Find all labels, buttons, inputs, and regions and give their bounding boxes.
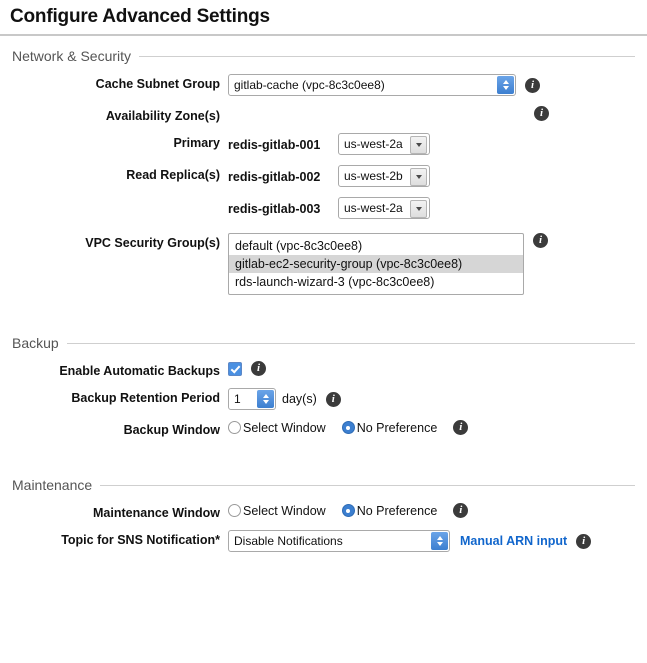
row-backup-window	[0, 420, 647, 437]
row-availability-zones	[0, 106, 647, 123]
sns-topic-select-wrap[interactable]	[228, 530, 450, 552]
maintenance-window-no-preference-option[interactable]	[342, 504, 450, 518]
backup-retention-period-label: Backup Retention Period	[71, 391, 220, 405]
info-icon[interactable]: i	[534, 106, 549, 121]
cache-subnet-group-select-wrap[interactable]	[228, 74, 516, 96]
row-backup-retention-period	[0, 388, 647, 410]
section-header-maintenance	[12, 477, 635, 493]
enable-automatic-backups-label: Enable Automatic Backups	[59, 364, 220, 378]
backup-window-no-preference-label: No Preference	[356, 420, 438, 435]
backup-retention-select-wrap[interactable]	[228, 388, 276, 410]
backup-window-no-preference-option[interactable]	[342, 421, 450, 435]
info-icon[interactable]: i	[453, 503, 468, 518]
primary-zone-select[interactable]	[338, 133, 430, 155]
manual-arn-input-link[interactable]: Manual ARN input	[460, 534, 568, 548]
row-sns-topic	[0, 530, 647, 552]
title-divider	[0, 34, 647, 36]
primary-node-name: redis-gitlab-001	[228, 138, 321, 152]
section-header-network	[12, 48, 635, 64]
primary-zone-select-wrap[interactable]	[338, 133, 430, 155]
read-replicas-label: Read Replica(s)	[126, 168, 220, 182]
radio-icon-selected[interactable]	[342, 504, 355, 517]
section-rule	[139, 56, 635, 57]
maintenance-window-radio-group[interactable]	[228, 504, 453, 518]
info-icon[interactable]: i	[453, 420, 468, 435]
availability-zones-label: Availability Zone(s)	[105, 109, 220, 123]
maintenance-window-label: Maintenance Window	[93, 506, 220, 520]
cache-subnet-group-select[interactable]	[228, 74, 516, 96]
vpc-security-groups-listbox[interactable]	[228, 233, 524, 295]
replica-zone-select[interactable]	[338, 197, 430, 219]
radio-icon-selected[interactable]	[342, 421, 355, 434]
vpc-security-groups-label: VPC Security Group(s)	[85, 236, 220, 250]
enable-automatic-backups-checkbox[interactable]	[228, 362, 242, 376]
info-icon[interactable]: i	[533, 233, 548, 248]
row-primary-node	[0, 133, 647, 155]
cache-subnet-group-label: Cache Subnet Group	[95, 77, 220, 91]
section-spacer	[0, 447, 647, 477]
radio-icon[interactable]	[228, 504, 241, 517]
section-spacer	[0, 305, 647, 335]
list-item[interactable]: rds-launch-wizard-3 (vpc-8c3c0ee8)	[235, 275, 435, 289]
read-replica-empty-label	[0, 197, 228, 200]
row-vpc-security-groups	[0, 233, 647, 295]
backup-window-select-label: Select Window	[243, 420, 326, 435]
radio-icon[interactable]	[228, 421, 241, 434]
section-header-backup	[12, 335, 635, 351]
section-rule	[67, 343, 635, 344]
page-title: Configure Advanced Settings	[10, 6, 270, 27]
section-title-backup: Backup	[12, 335, 59, 351]
backup-window-label: Backup Window	[123, 423, 220, 437]
replica-zone-select-wrap[interactable]	[338, 165, 430, 187]
replica-zone-select-wrap[interactable]	[338, 197, 430, 219]
sns-topic-label: Topic for SNS Notification*	[61, 533, 220, 547]
replica-node-name: redis-gitlab-003	[228, 202, 321, 216]
backup-retention-select[interactable]	[228, 388, 276, 410]
maintenance-window-select-option[interactable]	[228, 504, 338, 518]
maintenance-window-no-preference-label: No Preference	[356, 503, 438, 518]
row-read-replica-1	[0, 165, 647, 187]
primary-label: Primary	[173, 136, 220, 150]
list-item[interactable]: gitlab-ec2-security-group (vpc-8c3c0ee8)	[229, 255, 523, 273]
list-item[interactable]: default (vpc-8c3c0ee8)	[235, 239, 363, 253]
section-rule	[100, 485, 635, 486]
retention-unit-label: day(s)	[282, 392, 317, 406]
row-cache-subnet-group	[0, 74, 647, 96]
backup-window-select-option[interactable]	[228, 421, 338, 435]
info-icon[interactable]: i	[576, 534, 591, 549]
info-icon[interactable]: i	[525, 78, 540, 93]
row-enable-automatic-backups	[0, 361, 647, 378]
sns-topic-select[interactable]	[228, 530, 450, 552]
row-maintenance-window	[0, 503, 647, 520]
section-title-maintenance: Maintenance	[12, 477, 93, 493]
info-icon[interactable]: i	[326, 392, 341, 407]
row-read-replica-2	[0, 197, 647, 219]
backup-window-radio-group[interactable]	[228, 421, 453, 435]
replica-zone-select[interactable]	[338, 165, 430, 187]
replica-node-name: redis-gitlab-002	[228, 170, 321, 184]
info-icon[interactable]: i	[251, 361, 266, 376]
maintenance-window-select-label: Select Window	[243, 503, 326, 518]
section-title-network: Network & Security	[12, 48, 132, 64]
